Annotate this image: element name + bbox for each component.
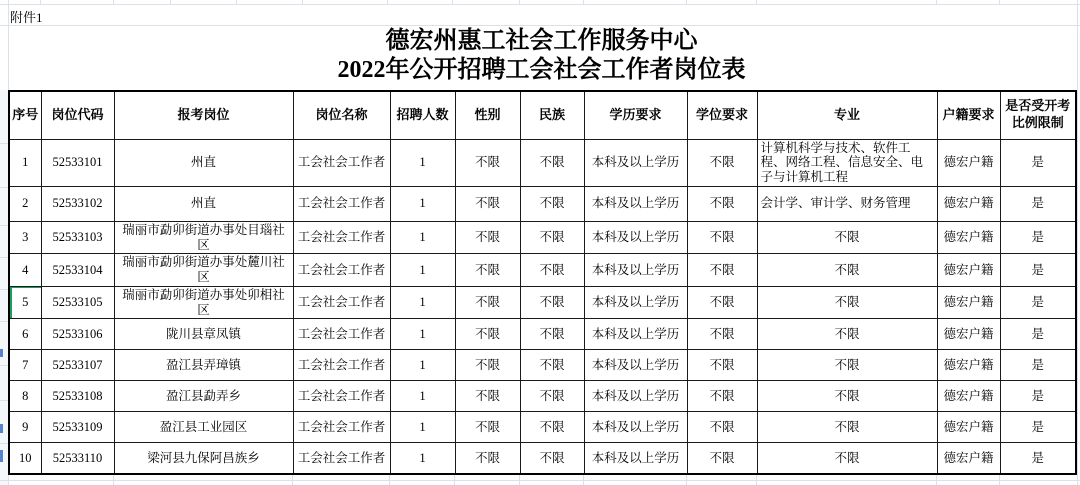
clipped-text-fragment (0, 349, 3, 357)
cell[interactable]: 瑞丽市勐卯街道办事处麓川社区 (114, 254, 293, 287)
cell[interactable]: 本科及以上学历 (584, 254, 687, 287)
table-row (9, 319, 1076, 350)
cell[interactable]: 盈江县勐弄乡 (114, 381, 293, 412)
table-row (9, 286, 1076, 319)
cell[interactable]: 工会社会工作者 (293, 381, 390, 412)
header-row (9, 91, 1076, 139)
column-header[interactable]: 报考岗位 (114, 91, 293, 139)
cell[interactable]: 52533107 (41, 350, 114, 381)
cell[interactable]: 德宏户籍 (937, 221, 1000, 254)
cell[interactable]: 德宏户籍 (937, 319, 1000, 350)
cell[interactable]: 本科及以上学历 (584, 319, 687, 350)
cell[interactable]: 工会社会工作者 (293, 221, 390, 254)
cell[interactable]: 不限 (687, 186, 757, 221)
table-row (9, 412, 1076, 443)
cell[interactable]: 1 (390, 381, 455, 412)
cell[interactable]: 52533108 (41, 381, 114, 412)
cell[interactable]: 不限 (455, 412, 520, 443)
cell[interactable]: 6 (9, 319, 41, 350)
table-row (9, 443, 1076, 474)
cell[interactable]: 1 (9, 139, 41, 186)
cell[interactable]: 不限 (757, 381, 937, 412)
cell[interactable]: 9 (9, 412, 41, 443)
cell[interactable]: 1 (390, 319, 455, 350)
cell[interactable]: 会计学、审计学、财务管理 (757, 186, 937, 221)
cell[interactable]: 不限 (520, 319, 584, 350)
gridline (0, 400, 8, 401)
cell[interactable]: 不限 (455, 286, 520, 319)
cell[interactable]: 3 (9, 221, 41, 254)
cell[interactable]: 德宏户籍 (937, 254, 1000, 287)
cell[interactable]: 不限 (455, 139, 520, 186)
cell[interactable]: 是 (1000, 186, 1076, 221)
cell[interactable]: 是 (1000, 443, 1076, 474)
column-header[interactable]: 岗位代码 (41, 91, 114, 139)
cell[interactable]: 4 (9, 254, 41, 287)
cell[interactable]: 工会社会工作者 (293, 186, 390, 221)
cell[interactable]: 1 (390, 412, 455, 443)
column-header[interactable]: 户籍要求 (937, 91, 1000, 139)
gridline (0, 187, 8, 188)
column-header[interactable]: 性别 (455, 91, 520, 139)
cell[interactable]: 5 (9, 286, 41, 319)
cell[interactable]: 是 (1000, 350, 1076, 381)
cell[interactable]: 不限 (455, 381, 520, 412)
cell[interactable]: 不限 (687, 319, 757, 350)
gridline (936, 475, 937, 485)
cell[interactable]: 工会社会工作者 (293, 443, 390, 474)
cell[interactable]: 本科及以上学历 (584, 350, 687, 381)
gridline (756, 475, 757, 485)
column-header[interactable]: 岗位名称 (293, 91, 390, 139)
cell[interactable]: 德宏户籍 (937, 412, 1000, 443)
cell[interactable]: 不限 (687, 443, 757, 474)
gridline (0, 321, 8, 322)
column-header[interactable]: 学位要求 (687, 91, 757, 139)
cell[interactable]: 不限 (455, 350, 520, 381)
cell[interactable]: 52533105 (41, 286, 114, 319)
cell[interactable]: 德宏户籍 (937, 443, 1000, 474)
cell[interactable]: 工会社会工作者 (293, 139, 390, 186)
cell[interactable]: 是 (1000, 319, 1076, 350)
cell[interactable]: 不限 (455, 186, 520, 221)
cell[interactable]: 德宏户籍 (937, 186, 1000, 221)
column-header[interactable]: 序号 (9, 91, 41, 139)
gridline (519, 475, 520, 485)
cell[interactable]: 本科及以上学历 (584, 286, 687, 319)
cell[interactable]: 不限 (520, 254, 584, 287)
gridline (389, 475, 390, 485)
cell[interactable]: 不限 (687, 412, 757, 443)
clipped-text-fragment (0, 450, 3, 462)
cell[interactable]: 不限 (687, 286, 757, 319)
cell[interactable]: 德宏户籍 (937, 139, 1000, 186)
gridline (0, 443, 8, 444)
cell[interactable]: 梁河县九保阿昌族乡 (114, 443, 293, 474)
cell[interactable]: 不限 (455, 443, 520, 474)
cell[interactable]: 工会社会工作者 (293, 319, 390, 350)
cell[interactable]: 州直 (114, 139, 293, 186)
document-title (8, 27, 1075, 85)
cell[interactable]: 工会社会工作者 (293, 412, 390, 443)
cell[interactable]: 德宏户籍 (937, 381, 1000, 412)
cell[interactable]: 本科及以上学历 (584, 186, 687, 221)
gridline (0, 480, 1080, 481)
cell[interactable]: 不限 (520, 443, 584, 474)
gridline (1077, 0, 1078, 485)
column-header[interactable]: 是否受开考比例限制 (1000, 91, 1076, 139)
cell[interactable]: 本科及以上学历 (584, 443, 687, 474)
cell[interactable]: 1 (390, 350, 455, 381)
cell[interactable]: 52533104 (41, 254, 114, 287)
cell[interactable]: 不限 (757, 412, 937, 443)
cell[interactable]: 不限 (757, 350, 937, 381)
table-row (9, 186, 1076, 221)
cell[interactable]: 不限 (520, 139, 584, 186)
column-header[interactable]: 民族 (520, 91, 584, 139)
cell[interactable]: 瑞丽市勐卯街道办事处卯相社区 (114, 286, 293, 319)
cell[interactable]: 德宏户籍 (937, 286, 1000, 319)
cell[interactable]: 1 (390, 286, 455, 319)
cell[interactable]: 是 (1000, 381, 1076, 412)
table-row (9, 381, 1076, 412)
attachment-label: 附件1 (10, 10, 43, 25)
gridline (454, 475, 455, 485)
cell[interactable]: 1 (390, 139, 455, 186)
gridline (686, 475, 687, 485)
cell[interactable]: 52533101 (41, 139, 114, 186)
cell[interactable]: 本科及以上学历 (584, 412, 687, 443)
cell[interactable]: 不限 (687, 381, 757, 412)
cell[interactable]: 本科及以上学历 (584, 139, 687, 186)
gridline (0, 25, 1080, 26)
title-line-2: 2022年公开招聘工会社会工作者岗位表 (337, 57, 746, 83)
cell[interactable]: 工会社会工作者 (293, 286, 390, 319)
cell[interactable]: 不限 (687, 139, 757, 186)
column-header[interactable]: 招聘人数 (390, 91, 455, 139)
gridline (0, 4, 1080, 5)
cell[interactable]: 不限 (757, 286, 937, 319)
cell[interactable]: 是 (1000, 254, 1076, 287)
cell[interactable]: 不限 (687, 350, 757, 381)
cell[interactable]: 不限 (520, 381, 584, 412)
cell[interactable]: 1 (390, 254, 455, 287)
cell[interactable]: 不限 (455, 254, 520, 287)
cell[interactable]: 州直 (114, 186, 293, 221)
cell[interactable]: 不限 (687, 254, 757, 287)
table-row (9, 221, 1076, 254)
gridline (113, 475, 114, 485)
cell[interactable]: 不限 (757, 319, 937, 350)
cell[interactable]: 不限 (455, 221, 520, 254)
table-row (9, 139, 1076, 186)
column-header[interactable]: 学历要求 (584, 91, 687, 139)
gridline (0, 143, 8, 144)
cell[interactable]: 不限 (455, 319, 520, 350)
cell[interactable]: 德宏户籍 (937, 350, 1000, 381)
cell[interactable]: 8 (9, 381, 41, 412)
gridline (8, 475, 9, 485)
gridline (292, 475, 293, 485)
cell[interactable]: 不限 (520, 221, 584, 254)
cell[interactable]: 不限 (520, 186, 584, 221)
gridline (0, 225, 8, 226)
cell[interactable]: 10 (9, 443, 41, 474)
cell[interactable]: 盈江县工业园区 (114, 412, 293, 443)
cell[interactable]: 计算机科学与技术、软件工程、网络工程、信息安全、电子与计算机工程 (757, 139, 937, 186)
gridline (999, 475, 1000, 485)
cell[interactable]: 不限 (520, 286, 584, 319)
gridline (0, 289, 8, 290)
cell[interactable]: 陇川县章凤镇 (114, 319, 293, 350)
gridline (0, 365, 8, 366)
cell[interactable]: 瑞丽市勐卯街道办事处目瑙社区 (114, 221, 293, 254)
cell[interactable]: 盈江县弄璋镇 (114, 350, 293, 381)
cell[interactable]: 是 (1000, 139, 1076, 186)
gridline (583, 475, 584, 485)
table-body (9, 139, 1076, 474)
cell[interactable]: 7 (9, 350, 41, 381)
cell[interactable]: 52533110 (41, 443, 114, 474)
table-row (9, 254, 1076, 287)
cell[interactable]: 不限 (757, 443, 937, 474)
cell[interactable]: 工会社会工作者 (293, 254, 390, 287)
cell[interactable]: 不限 (520, 412, 584, 443)
cell[interactable]: 不限 (757, 254, 937, 287)
cell[interactable]: 是 (1000, 412, 1076, 443)
cell[interactable]: 不限 (687, 221, 757, 254)
table-row (9, 350, 1076, 381)
cell[interactable]: 52533106 (41, 319, 114, 350)
cell[interactable]: 工会社会工作者 (293, 350, 390, 381)
cell[interactable]: 不限 (520, 350, 584, 381)
clipped-text-fragment (0, 424, 3, 433)
cell[interactable]: 1 (390, 221, 455, 254)
cell[interactable]: 1 (390, 186, 455, 221)
gridline (0, 257, 8, 258)
cell[interactable]: 52533109 (41, 412, 114, 443)
title-line-1: 德宏州惠工社会工作服务中心 (385, 28, 698, 54)
cell[interactable]: 本科及以上学历 (584, 381, 687, 412)
cell[interactable]: 2 (9, 186, 41, 221)
cell[interactable]: 本科及以上学历 (584, 221, 687, 254)
cell[interactable]: 是 (1000, 286, 1076, 319)
cell[interactable]: 52533102 (41, 186, 114, 221)
positions-table (8, 90, 1077, 475)
cell[interactable]: 是 (1000, 221, 1076, 254)
cell[interactable]: 1 (390, 443, 455, 474)
column-header[interactable]: 专业 (757, 91, 937, 139)
cell[interactable]: 不限 (757, 221, 937, 254)
cell[interactable]: 52533103 (41, 221, 114, 254)
